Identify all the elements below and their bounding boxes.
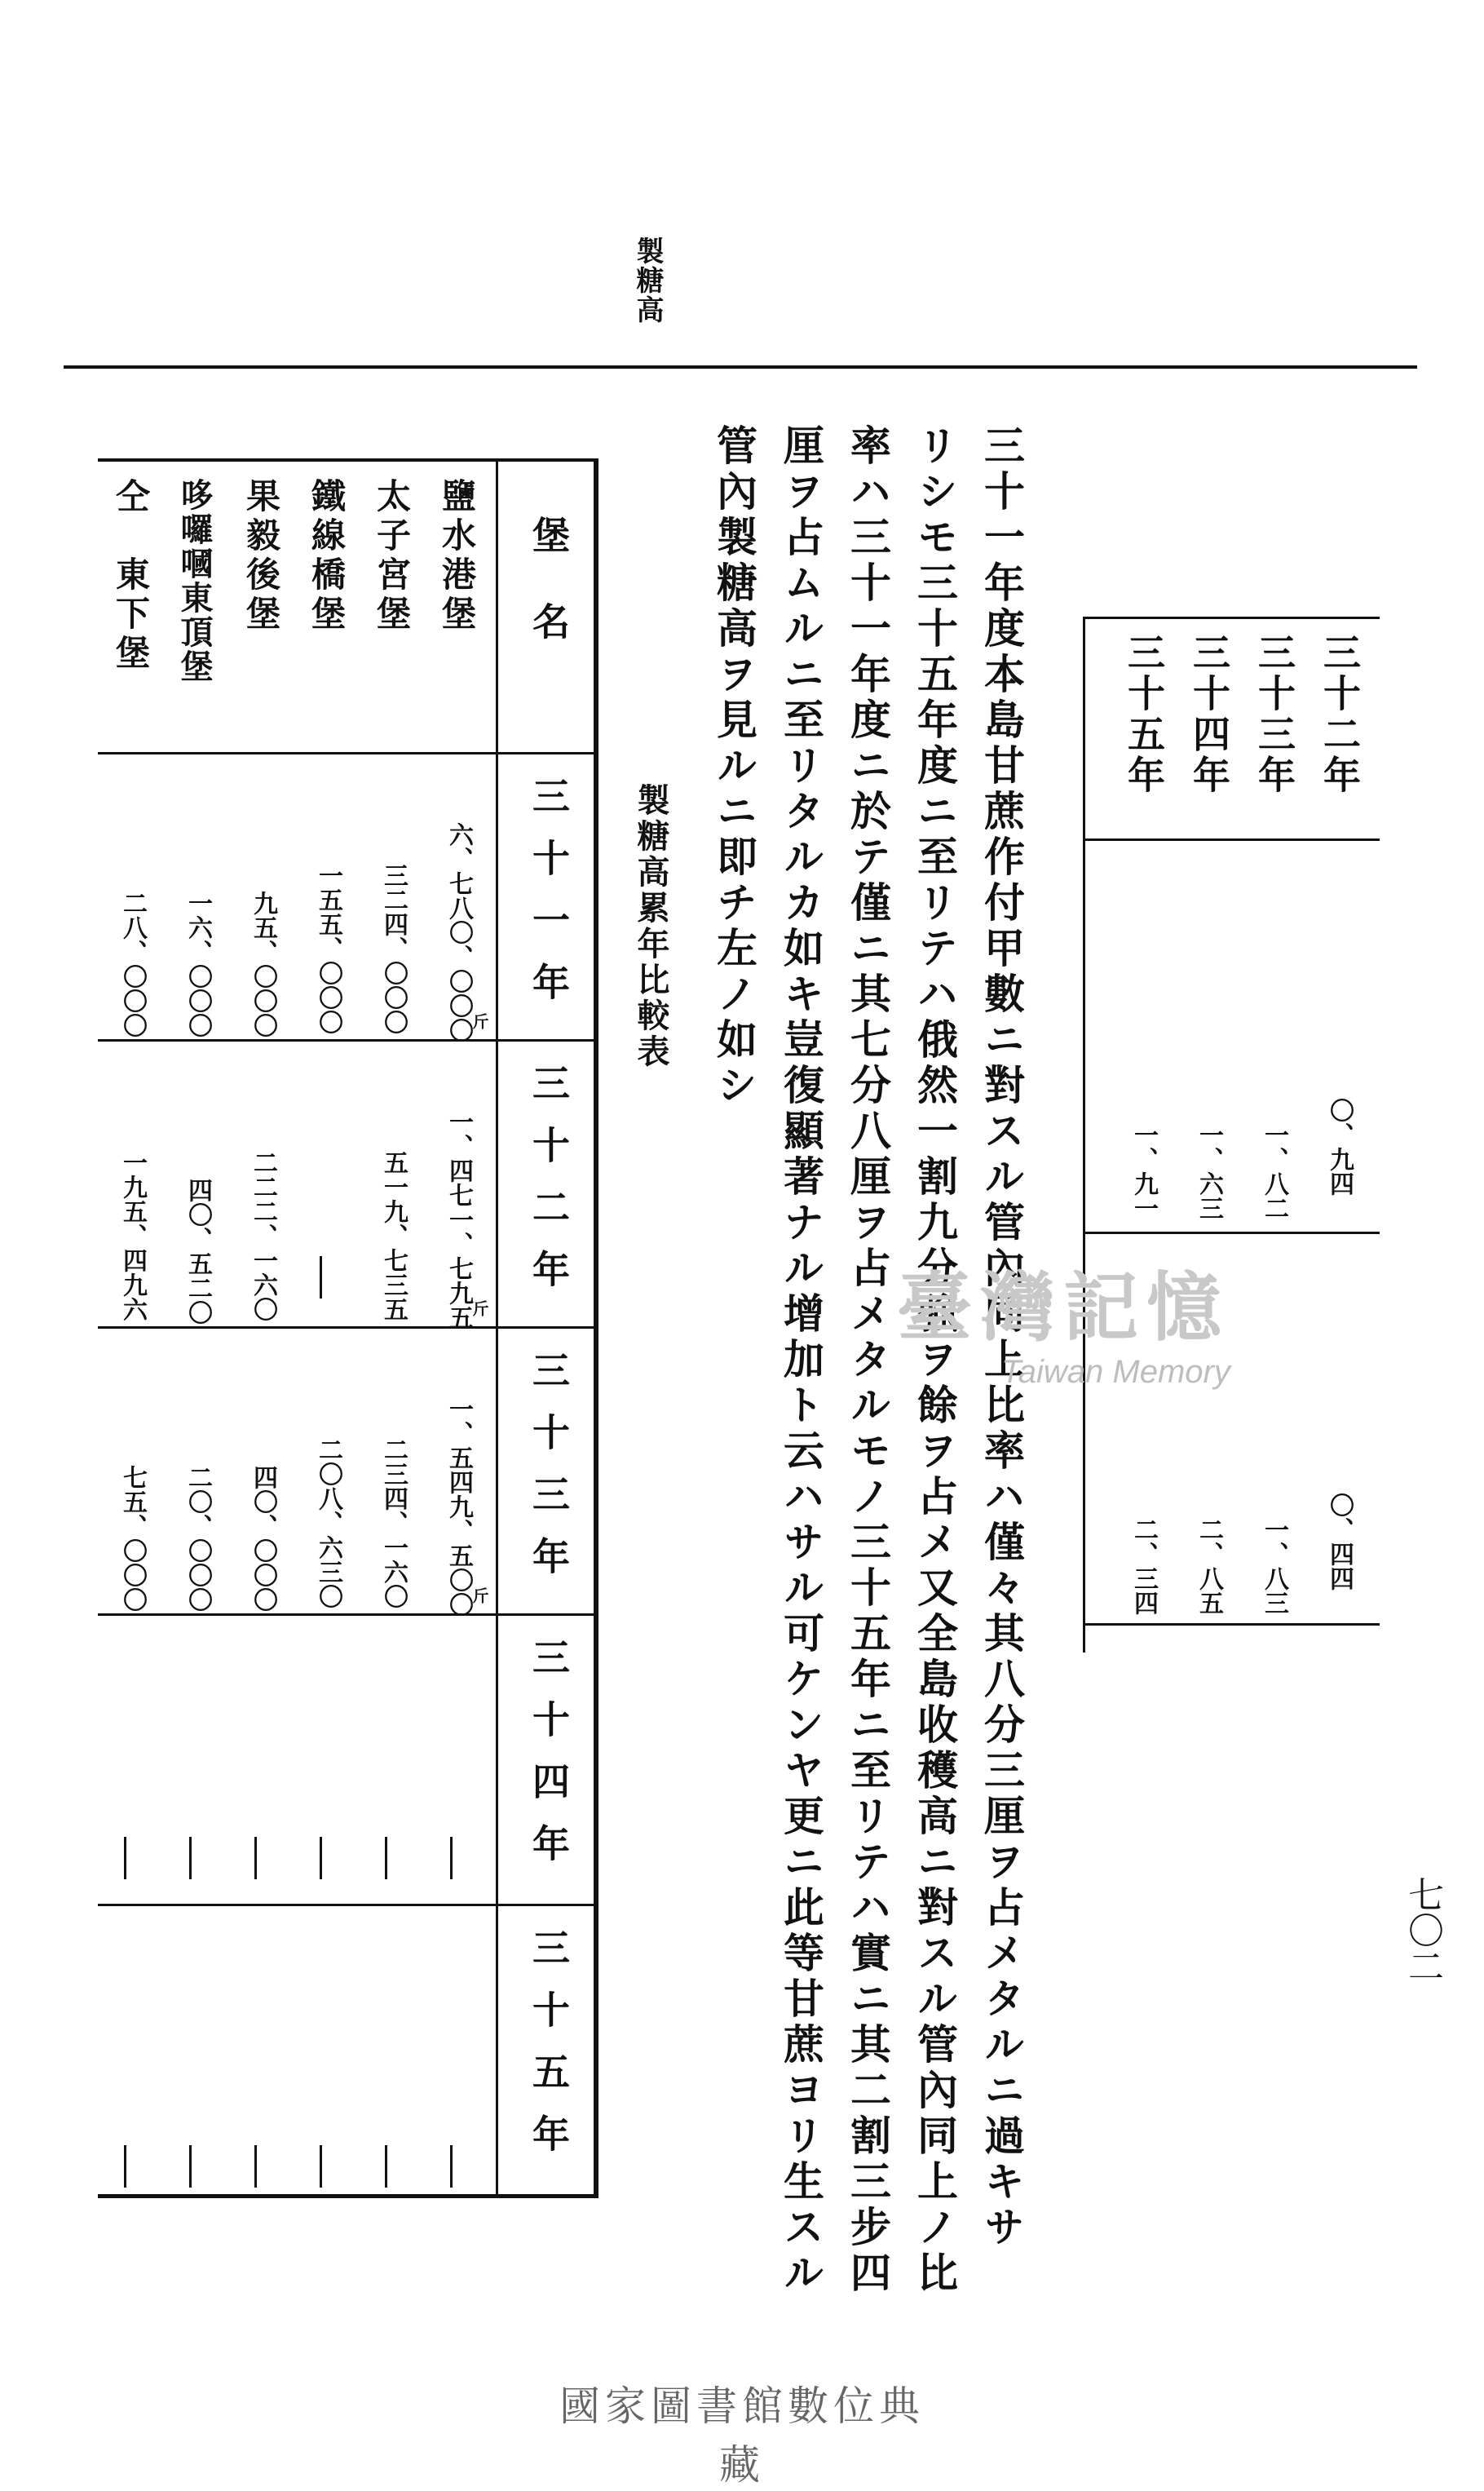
- production-value: 二八、〇〇〇: [118, 891, 147, 1038]
- production-value: 二〇、〇〇〇: [183, 1465, 212, 1612]
- district-name: 哆囉嘓東頂堡: [175, 478, 214, 684]
- empty-dash: [254, 2145, 257, 2188]
- year-header: 三十二年: [527, 1064, 571, 1312]
- empty-dash: [385, 2145, 387, 2188]
- table-rule-bottom: [1083, 1623, 1380, 1626]
- unit-label: 斤: [470, 1587, 489, 1604]
- production-value: 六、七八〇、〇〇〇: [444, 822, 473, 1042]
- ratio-value: 〇、四四: [1325, 1493, 1354, 1591]
- empty-dash: [254, 1837, 257, 1879]
- production-value: 九五、〇〇〇: [249, 891, 277, 1038]
- production-value: 一、五四九、五〇〇: [444, 1396, 473, 1617]
- header-rule: [64, 365, 1417, 369]
- body-text-line-2: リシモ三十五年度ニ至リテハ俄然一割九分強ヲ餘ヲ占メ又全島收穫高ニ對スル管內同上ノ比: [911, 424, 959, 2297]
- district-name: 鐵線橋堡: [307, 478, 347, 635]
- body-text-line-4: 厘ヲ占ムルニ至リタルカ如キ豈復顯著ナル增加ト云ハサル可ケンヤ更ニ此等甘蔗ヨリ生スル: [777, 424, 825, 2297]
- sugar-production-table: [98, 458, 603, 2197]
- unit-label: 斤: [470, 1013, 489, 1029]
- table-rule: [98, 752, 597, 754]
- empty-dash: [320, 2145, 322, 2188]
- empty-dash: [320, 1837, 322, 1879]
- district-name: 太子宮堡: [372, 478, 412, 635]
- production-value: 一九五、四九六: [118, 1150, 147, 1321]
- body-text-line-3: 率ハ三十一年度ニ於テ僅ニ其七分八厘ヲ占メタルモノ三十五年ニ至リテハ實ニ其二割三步四: [844, 424, 892, 2297]
- year-label: 三十五年: [1122, 633, 1166, 796]
- production-value: 三二四、〇〇〇: [379, 863, 408, 1034]
- year-header: 三十三年: [527, 1351, 571, 1599]
- table-rule-top: [98, 458, 598, 462]
- year-header: 三十四年: [527, 1638, 571, 1886]
- year-label: 三十三年: [1252, 633, 1296, 796]
- production-value: 一六、〇〇〇: [183, 891, 212, 1038]
- production-value: 七五、〇〇〇: [118, 1465, 147, 1612]
- production-value: 四〇、五二〇: [183, 1178, 212, 1325]
- table-border-left: [1083, 617, 1085, 1653]
- empty-dash: [124, 1837, 126, 1879]
- year-header: 三十五年: [527, 1928, 571, 2176]
- empty-dash: [124, 2145, 126, 2188]
- unit-label: 斤: [470, 1300, 489, 1316]
- table-rule: [98, 1613, 597, 1616]
- district-name: 果毅後堡: [241, 478, 281, 635]
- watermark-subtitle: Taiwan Memory: [1001, 1354, 1230, 1390]
- ratio-value: 一、九一: [1129, 1122, 1158, 1220]
- production-value: 二二二、一六〇: [249, 1150, 277, 1321]
- page-number: 七〇二: [1402, 1876, 1443, 1984]
- empty-dash: [320, 1256, 322, 1299]
- production-value: 一、四七一、七九五: [444, 1109, 473, 1330]
- watermark-title: 臺灣記憶: [897, 1263, 1230, 1352]
- district-name: 仝 東下堡: [111, 478, 151, 674]
- empty-dash: [189, 2145, 192, 2188]
- body-text-line-1: 三十一年度本島甘蔗作付甲數ニ對スル管內同上比率ハ僅々其八分三厘ヲ占メタルニ過キサ: [978, 424, 1026, 2251]
- year-header: 三十一年: [527, 777, 571, 1024]
- table-rule: [98, 1039, 597, 1042]
- district-name: 鹽水港堡: [437, 478, 477, 635]
- table-rule-bottom: [98, 2194, 598, 2198]
- year-label: 三十四年: [1187, 633, 1231, 796]
- table-rule-top: [1083, 617, 1380, 619]
- empty-dash: [450, 2145, 453, 2188]
- production-value: 五一九、七三五: [379, 1150, 408, 1321]
- production-value: 四〇、〇〇〇: [249, 1465, 277, 1612]
- table-rule: [1083, 838, 1380, 841]
- production-value: 一五五、〇〇〇: [314, 863, 342, 1034]
- production-value: 二〇八、六三〇: [314, 1437, 342, 1608]
- empty-dash: [385, 1837, 387, 1879]
- ratio-value: 〇、九四: [1325, 1098, 1354, 1196]
- ratio-value: 二、八五: [1195, 1517, 1223, 1615]
- table-rule: [1083, 1232, 1380, 1234]
- ratio-value: 一、八二: [1260, 1122, 1288, 1220]
- table-rule: [98, 1904, 597, 1906]
- table-rule: [98, 1326, 597, 1329]
- production-value: 二三四、一六〇: [379, 1437, 408, 1608]
- running-head: 製糖高: [631, 237, 664, 325]
- empty-dash: [189, 1837, 192, 1879]
- ratio-value: 二、三四: [1129, 1517, 1158, 1615]
- column-header-district: 堡名: [527, 515, 571, 688]
- footer-collection-label: 國家圖書館數位典藏: [559, 2383, 925, 2489]
- year-label: 三十二年: [1318, 633, 1362, 796]
- body-text-line-5: 管內製糖高ヲ見ルニ即チ左ノ如シ: [710, 424, 758, 1109]
- table-title: 製糖高累年比較表: [632, 783, 670, 1070]
- empty-dash: [450, 1837, 453, 1879]
- ratio-table: [1083, 617, 1380, 1653]
- ratio-value: 一、六三: [1195, 1122, 1223, 1220]
- ratio-value: 一、八三: [1260, 1517, 1288, 1615]
